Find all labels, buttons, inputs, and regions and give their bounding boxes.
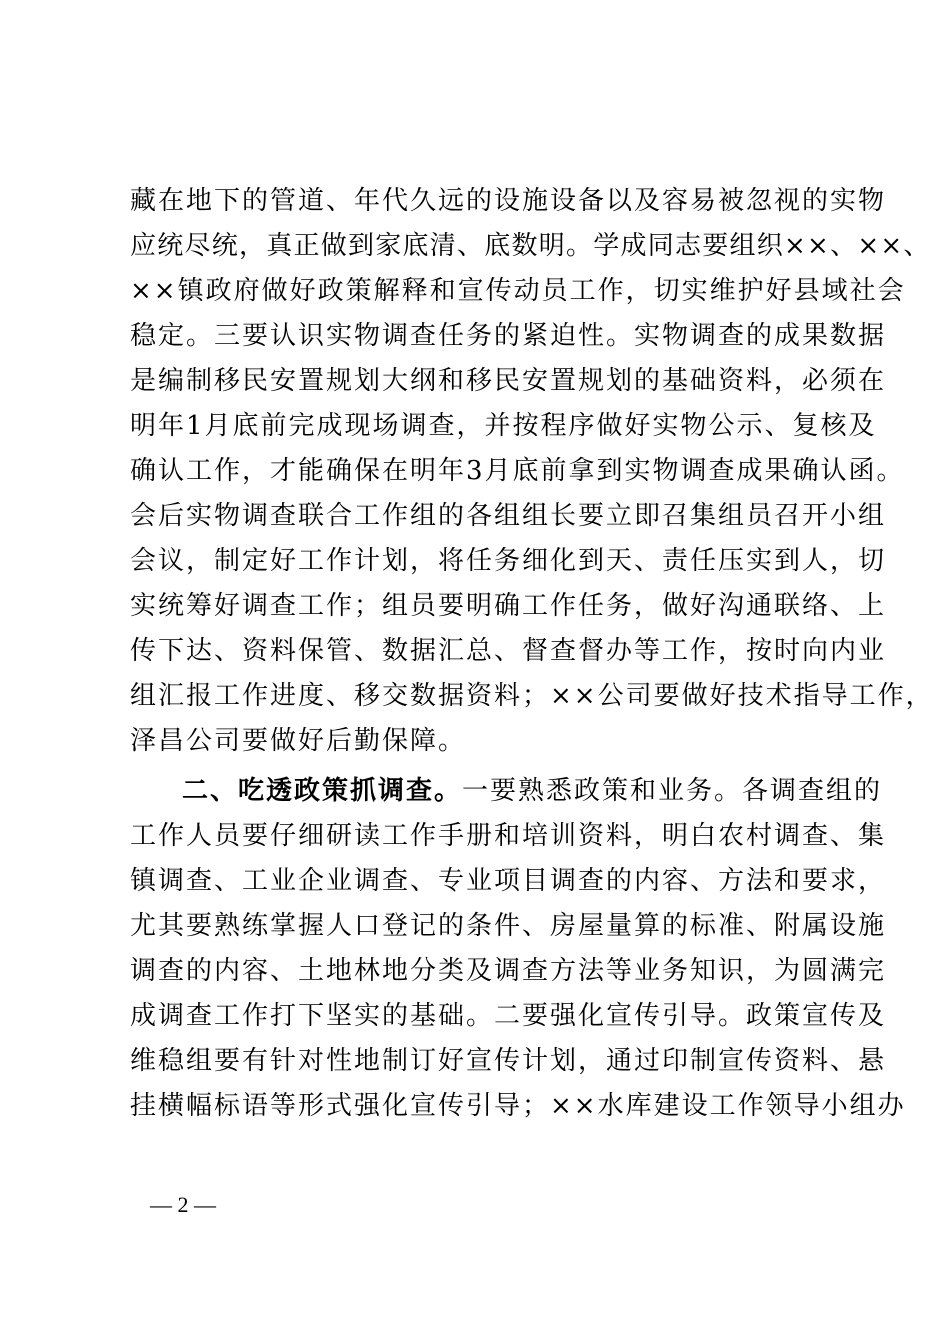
paragraph1-line-2: 应统尽统，真正做到家底清、底数明。学成同志要组织××、××、 — [130, 231, 931, 261]
paragraph2-line-8: 挂横幅标语等形式强化宣传引导；××水库建设工作领导小组办 — [130, 1091, 906, 1121]
paragraph1-line-13: 泽昌公司要做好后勤保障。 — [130, 726, 467, 756]
paragraph1-line-11: 传下达、资料保管、数据汇总、督查督办等工作，按时向内业 — [130, 636, 887, 666]
paragraph2-line-2: 工作人员要仔细研读工作手册和培训资料，明白农村调查、集 — [130, 821, 887, 851]
paragraph1-line-8: 会后实物调查联合工作组的各组组长要立即召集组员召开小组 — [130, 501, 887, 531]
paragraph2-line-6: 成调查工作打下坚实的基础。二要强化宣传引导。政策宣传及 — [130, 1001, 887, 1031]
paragraph1-line-5: 是编制移民安置规划大纲和移民安置规划的基础资料，必须在 — [130, 366, 887, 396]
paragraph1-line-9: 会议，制定好工作计划，将任务细化到天、责任压实到人，切 — [130, 546, 887, 576]
paragraph1-line-7: 确认工作，才能确保在明年3月底前拿到实物调查成果确认函。 — [130, 456, 905, 486]
paragraph1-line-3: ××镇政府做好政策解释和宣传动员工作，切实维护好县域社会 — [130, 276, 906, 306]
paragraph2-first-line-text: 一要熟悉政策和业务。各调查组的 — [462, 776, 883, 806]
section-heading: 二、吃透政策抓调查。 — [182, 776, 463, 806]
paragraph2-line-3: 镇调查、工业企业调查、专业项目调查的内容、方法和要求， — [130, 866, 887, 896]
paragraph1-line-12: 组汇报工作进度、移交数据资料；××公司要做好技术指导工作， — [130, 681, 934, 711]
paragraph2-line-4: 尤其要熟练掌握人口登记的条件、房屋量算的标准、附属设施 — [130, 911, 887, 941]
paragraph2-line-5: 调查的内容、土地林地分类及调查方法等业务知识，为圆满完 — [130, 956, 887, 986]
paragraph1-line-6: 明年1月底前完成现场调查，并按程序做好实物公示、复核及 — [130, 411, 877, 441]
paragraph1-line-10: 实统筹好调查工作；组员要明确工作任务，做好沟通联络、上 — [130, 591, 887, 621]
paragraph2-line-7: 维稳组要有针对性地制订好宣传计划，通过印制宣传资料、悬 — [130, 1046, 887, 1076]
paragraph1-line-4: 稳定。三要认识实物调查任务的紧迫性。实物调查的成果数据 — [130, 321, 887, 351]
paragraph1-line-1: 藏在地下的管道、年代久远的设施设备以及容易被忽视的实物 — [130, 186, 887, 216]
paragraph2-first-line — [182, 772, 882, 810]
page-number: — 2 — — [150, 1192, 216, 1217]
